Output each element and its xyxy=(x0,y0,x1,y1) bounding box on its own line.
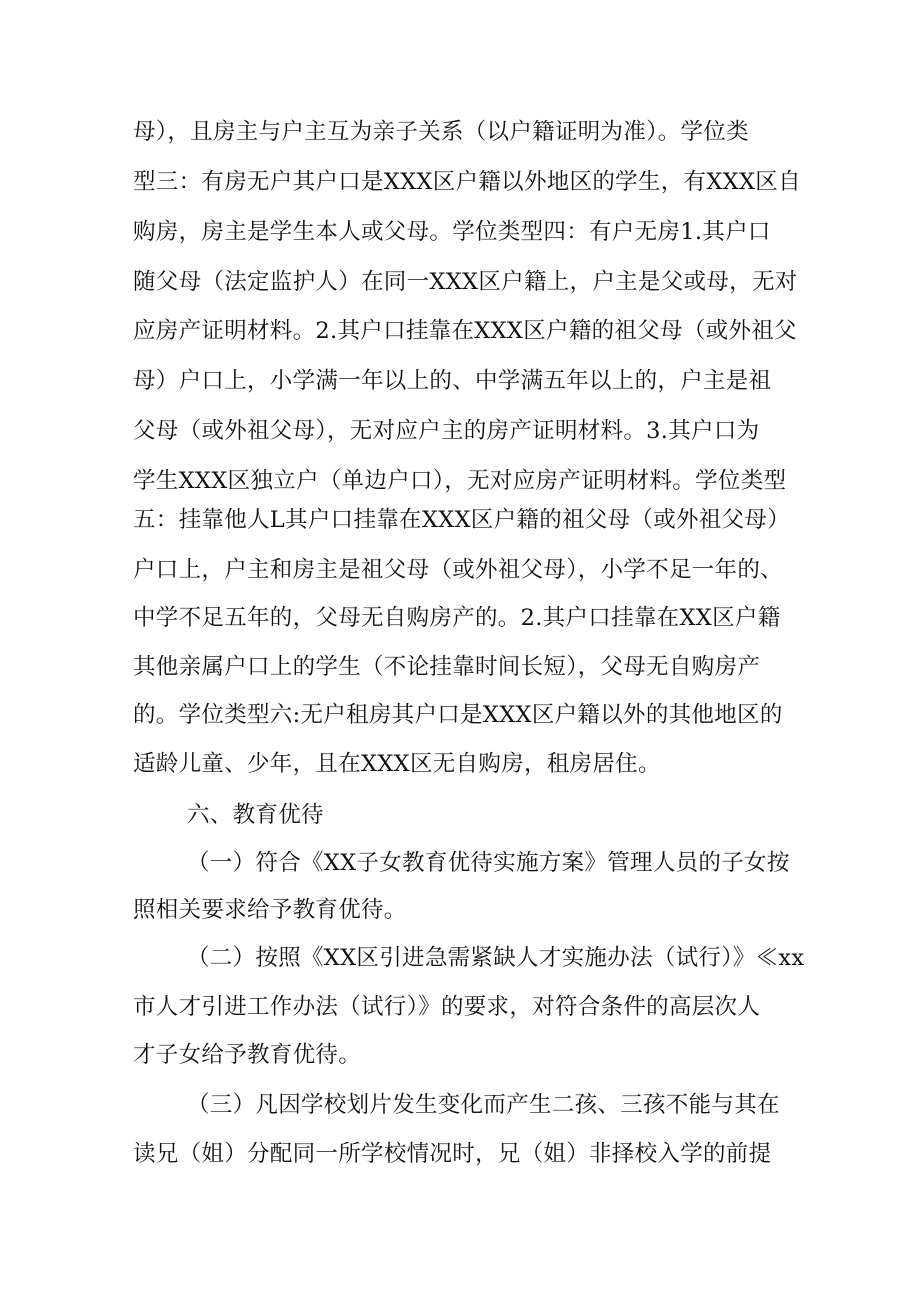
body-text-line: 适龄儿童、少年，且在XXX区无自购房，租房居住。 xyxy=(133,751,661,777)
paragraph-first-line: （一）符合《XX子女教育优待实施方案》管理人员的子女按 xyxy=(187,850,790,876)
body-text-line: 户口上，户主和房主是祖父母（或外祖父母），小学不足一年的、 xyxy=(133,557,783,583)
paragraph-first-line: （二）按照《XX区引进急需紧缺人才实施办法（试行）》≪xx xyxy=(187,945,805,971)
section-heading: 六、教育优待 xyxy=(187,802,324,828)
body-text-line: 购房，房主是学生本人或父母。学位类型四：有户无房1.其户口 xyxy=(133,219,771,245)
body-text-line: 母），且房主与户主互为亲子关系（以户籍证明为准）。学位类 xyxy=(133,119,749,145)
body-text-line: 应房产证明材料。2.其户口挂靠在XXX区户籍的祖父母（或外祖父 xyxy=(133,318,797,344)
body-text-line: 父母（或外祖父母），无对应户主的房产证明材料。3.其户口为 xyxy=(133,418,760,444)
body-text-line: 随父母（法定监护人）在同一XXX区户籍上，户主是父或母，无对 xyxy=(133,269,798,295)
body-text-line: 才子女给予教育优待。 xyxy=(133,1042,362,1068)
body-text-line: 型三：有房无户其户口是XXX区户籍以外地区的学生，有XXX区自 xyxy=(133,169,801,195)
paragraph-first-line: （三）凡因学校划片发生变化而产生二孩、三孩不能与其在 xyxy=(187,1092,780,1118)
body-text-line: 的。学位类型六:无户租房其户口是XXX区户籍以外的其他地区的 xyxy=(133,702,783,728)
body-text-line: 照相关要求给予教育优待。 xyxy=(133,897,407,923)
body-text-line: 其他亲属户口上的学生（不论挂靠时间长短），父母无自购房产 xyxy=(133,654,761,680)
body-text-line: 学生XXX区独立户（单边户口），无对应房产证明材料。学位类型 xyxy=(133,468,787,494)
body-text-line: 中学不足五年的，父母无自购房产的。2.其户口挂靠在XX区户籍 xyxy=(133,605,781,631)
body-text-line: 五：挂靠他人L其户口挂靠在XXX区户籍的祖父母（或外祖父母） xyxy=(133,507,790,533)
body-text-line: 母）户口上，小学满一年以上的、中学满五年以上的，户主是祖 xyxy=(133,368,772,394)
body-text-line: 读兄（姐）分配同一所学校情况时，兄（姐）非择校入学的前提 xyxy=(133,1141,772,1167)
body-text-line: 市人才引进工作办法（试行）》的要求，对符合条件的高层次人 xyxy=(133,994,761,1020)
